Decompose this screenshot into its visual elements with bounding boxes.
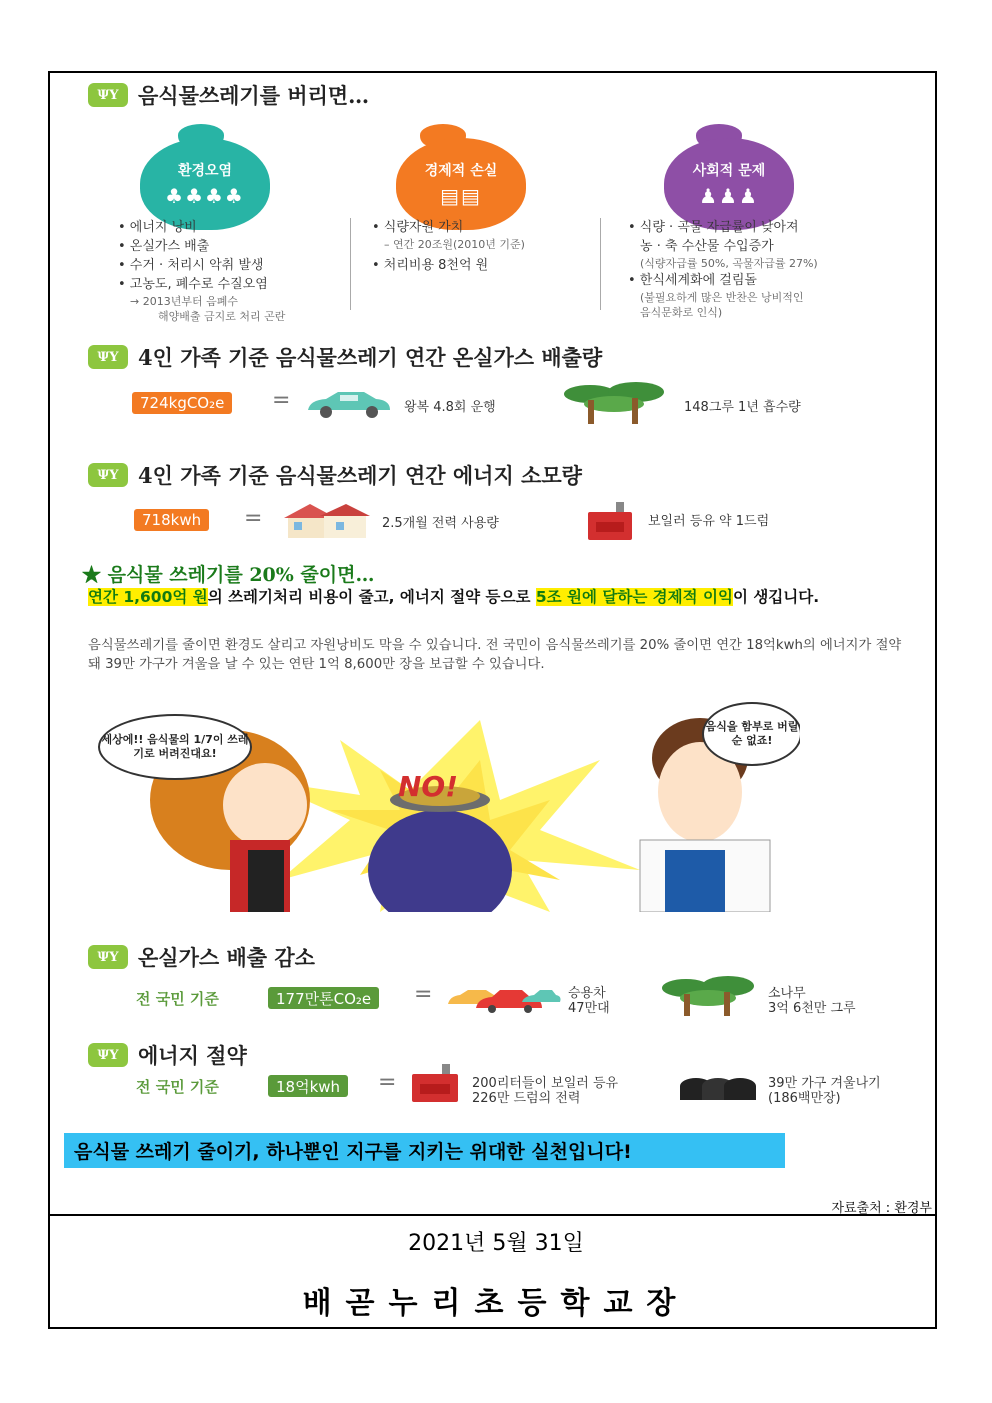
- section-title-ghg-reduction: ΨΥ 온실가스 배출 감소: [88, 942, 315, 972]
- reduce-heading: ★ 음식물 쓰레기를 20% 줄이면…: [82, 564, 375, 586]
- equals-sign: =: [414, 982, 433, 1007]
- environment-list: • 에너지 낭비 • 온실가스 배출 • 수거 · 처리시 악취 발생 • 고농도, 폐수로 수질오염 → 2013년부터 음폐수 해양배출 금지로 처리 곤란: [118, 220, 286, 323]
- fork-spoon-icon: ΨΥ: [88, 345, 128, 369]
- tree-icons: ♣♣♣♣: [165, 184, 245, 208]
- equals-sign: =: [272, 388, 291, 413]
- national-basis-label: 전 국민 기준: [136, 990, 219, 1008]
- speech-bubble-left: 세상에!! 음식물의 1/7이 쓰레기로 버려진대요!: [98, 714, 252, 780]
- section-title-discard: ΨΥ 음식물쓰레기를 버리면…: [88, 80, 369, 110]
- coal-note: 39만 가구 겨울나기 (186백만장): [768, 1076, 881, 1106]
- reduce-lead: 연간 1,600억 원의 쓰레기처리 비용이 줄고, 에너지 절약 등으로 5조 원에 달하는 경제적 이익이 생깁니다.: [88, 588, 820, 606]
- national-basis-label: 전 국민 기준: [136, 1078, 219, 1096]
- section-title-energy-saving: ΨΥ 에너지 절약: [88, 1040, 247, 1070]
- equals-sign: =: [244, 506, 263, 531]
- section-title-energy: ΨΥ 4인 가족 기준 음식물쓰레기 연간 에너지 소모량: [88, 460, 582, 490]
- pine-tree-icon: [562, 380, 666, 426]
- cars-icon: [446, 984, 562, 1014]
- car-icon: [302, 388, 394, 420]
- source-credit: 자료출처 : 환경부: [831, 1201, 932, 1216]
- footer-divider: [48, 1214, 937, 1216]
- house-note: 2.5개월 전력 사용량: [382, 516, 499, 531]
- fork-spoon-icon: ΨΥ: [88, 1043, 128, 1067]
- money-icon: ▤▤: [440, 184, 482, 208]
- car-count-note: 승용차 47만대: [568, 986, 610, 1016]
- fork-spoon-icon: ΨΥ: [88, 463, 128, 487]
- pine-tree-icon: [660, 974, 756, 1018]
- economic-list: • 식량자원 가치 – 연간 20조원(2010년 기준) • 처리비용 8천억 원: [372, 220, 525, 273]
- speech-bubble-right: 음식을 함부로 버릴 순 없죠!: [702, 702, 800, 766]
- boiler-icon: [410, 1062, 460, 1104]
- coal-briquette-icon: [678, 1072, 758, 1104]
- column-separator: [600, 218, 601, 310]
- car-note: 왕복 4.8회 운행: [404, 400, 496, 415]
- cartoon-illustration: [80, 700, 800, 912]
- ghg-value-badge: 724kgCO₂e: [132, 392, 232, 414]
- tree-count-note: 소나무 3억 6천만 그루: [768, 986, 856, 1016]
- bag-environment: 환경오염 ♣♣♣♣: [140, 138, 270, 230]
- bag-economic: 경제적 손실 ▤▤: [396, 138, 526, 230]
- house-icon: [280, 500, 372, 540]
- slogan-banner: 음식물 쓰레기 줄이기, 하나뿐인 지구를 지키는 위대한 실천입니다!: [64, 1133, 785, 1168]
- column-separator: [350, 218, 351, 310]
- social-list: • 식량 · 곡물 자급률이 낮아져 농 · 축 수산물 수입증가 (식량자급률 50%, 곡물자급률 27%) • 한식세계화에 걸림돌 (불필요하게 많은 반찬은 낭비적인 음식문화로 인식): [628, 220, 818, 319]
- national-energy-badge: 18억kwh: [268, 1075, 348, 1097]
- reduce-body: 음식물쓰레기를 줄이면 환경도 살리고 자원낭비도 막을 수 있습니다. 전 국민이 음식물쓰레기를 20% 줄이면 연간 18억kwh의 에너지가 절약돼 39만 가구가 겨울을 날 수 있는 연탄 1억 8,600만 장을 보급할 수 있습니다.: [88, 638, 902, 672]
- bag-social: 사회적 문제 ♟♟♟: [664, 138, 794, 230]
- tree-note: 148그루 1년 흡수량: [684, 400, 801, 415]
- boiler-note: 보일러 등유 약 1드럼: [648, 514, 770, 529]
- energy-value-badge: 718kwh: [134, 509, 209, 531]
- no-exclamation: NO!: [398, 770, 459, 803]
- national-ghg-badge: 177만톤CO₂e: [268, 987, 379, 1009]
- fork-spoon-icon: ΨΥ: [88, 83, 128, 107]
- boiler-icon: [586, 500, 634, 542]
- fork-spoon-icon: ΨΥ: [88, 945, 128, 969]
- section-title-ghg: ΨΥ 4인 가족 기준 음식물쓰레기 연간 온실가스 배출량: [88, 342, 602, 372]
- equals-sign: =: [378, 1070, 397, 1095]
- people-icon: ♟♟♟: [699, 184, 759, 208]
- school-principal: 배곧누리초등학교장: [302, 1286, 690, 1321]
- boiler-drum-note: 200리터들이 보일러 등유 226만 드럼의 전력: [472, 1076, 619, 1106]
- document-date: 2021년 5월 31일: [408, 1231, 584, 1256]
